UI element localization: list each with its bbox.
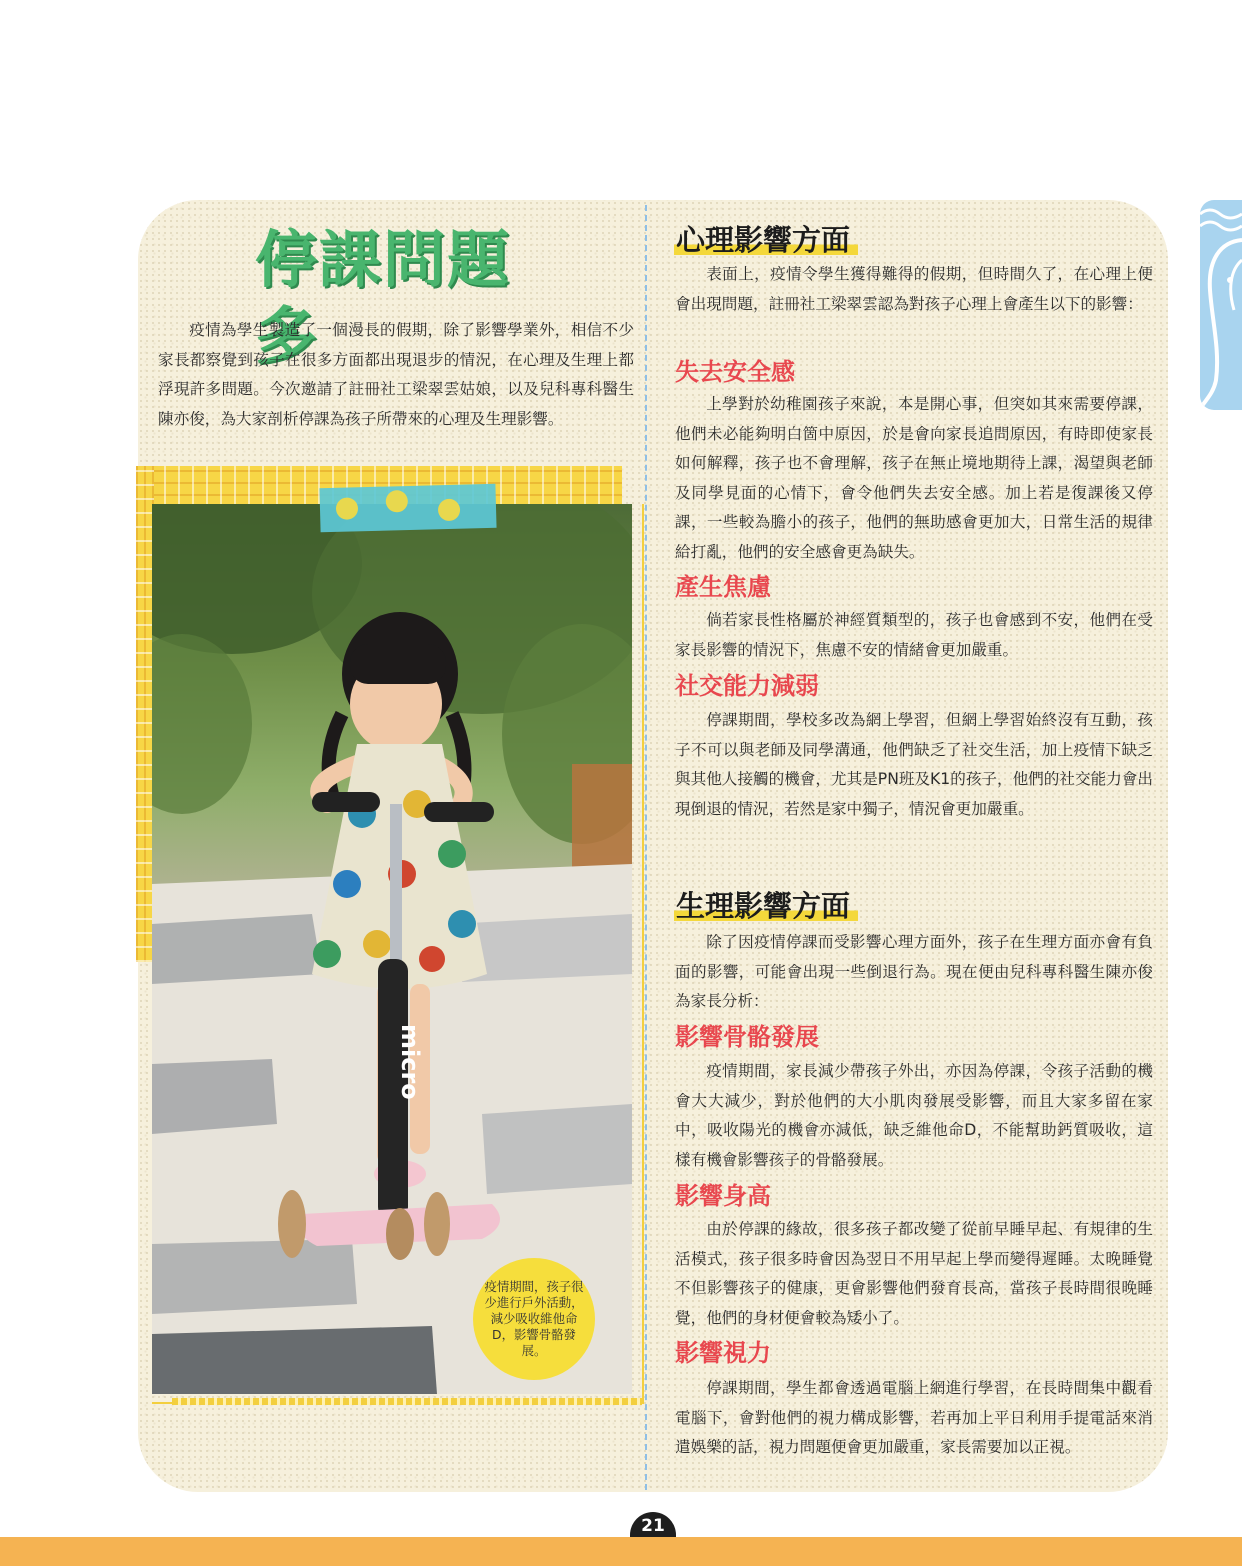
photo-caption: 疫情期間，孩子很少進行戶外活動，減少吸收維他命D，影響骨骼發展。 [484,1279,584,1358]
tape-dot [386,490,409,513]
photo-illustration [152,504,632,1394]
heading-physio: 生理影響方面 [674,888,858,924]
tape-dot [336,497,359,520]
intro-paragraph: 疫情為學生製造了一個漫長的假期，除了影響學業外，相信不少家長都察覺到孩子在很多方面都出現退步的情況，在心理及生理上都浮現許多問題。今次邀請了註冊社工梁翠雲姑娘，以及兒科專科醫生陳亦俊，為大家剖析停課為孩子所帶來的心理及生理影響。 [158,321,634,428]
psych-intro: 表面上，疫情令學生獲得難得的假期，但時間久了，在心理上便會出現問題，註冊社工梁翠雲認為對孩子心理上會產生以下的影響： [675,265,1153,313]
paragraph-anxiety: 倘若家長性格屬於神經質類型的，孩子也會感到不安，他們在受家長影響的情況下，焦慮不安的情緒會更加嚴重。 [675,611,1153,659]
heading-psych: 心理影響方面 [674,222,858,258]
subheading-bone: 影響骨骼發展 [675,1023,819,1051]
subheading-vision: 影響視力 [675,1339,771,1367]
photo-caption-badge [473,1258,595,1380]
page-number: 21 [630,1512,676,1538]
footer-bar [0,1537,1242,1566]
photo-underline [172,1398,642,1405]
child-scooter-photo [152,504,632,1394]
subheading-height: 影響身高 [675,1182,771,1210]
column-divider [645,205,647,1490]
tape-dot [438,499,461,522]
paragraph-height: 由於停課的緣故，很多孩子都改變了從前早睡早起、有規律的生活模式，孩子很多時會因為翌日不用早起上學而變得遲睡。太晚睡覺不但影響孩子的健康，更會影響他們發育長高，當孩子長時間很晚睡覺，他們的身材便會較為矮小了。 [675,1220,1153,1327]
subheading-anxiety: 產生焦慮 [675,573,771,601]
paragraph-security: 上學對於幼稚園孩子來說，本是開心事，但突如其來需要停課，他們未必能夠明白箇中原因，於是會向家長追問原因，有時即使家長如何解釋，孩子也不會理解，孩子在無止境地期待上課，渴望與老師及同學見面的心情下，會令他們失去安全感。加上若是復課後又停課，一些較為膽小的孩子，他們的無助感會更加大，日常生活的規律給打亂，他們的安全感會更為缺失。 [675,395,1153,561]
paragraph-bone: 疫情期間，家長減少帶孩子外出，亦因為停課，令孩子活動的機會大大減少，對於他們的大小肌肉發展受影響，而且大家多留在家中，吸收陽光的機會亦減低，缺乏維他命D，不能幫助鈣質吸收，這樣有機會影響孩子的骨骼發展。 [675,1062,1153,1169]
subheading-security: 失去安全感 [675,358,795,386]
subheading-social: 社交能力減弱 [675,672,819,700]
page-title: 停課問題多 [255,223,512,372]
physio-intro: 除了因疫情停課而受影響心理方面外，孩子在生理方面亦會有負面的影響，可能會出現一些倒退行為。現在便由兒科專科醫生陳亦俊為家長分析： [675,933,1153,1010]
paragraph-social: 停課期間，學校多改為網上學習，但網上學習始終沒有互動，孩子不可以與老師及同學溝通，他們缺乏了社交生活，加上疫情下缺乏與其他人接觸的機會，尤其是PN班及K1的孩子，他們的社交能力會出現倒退的情況，若然是家中獨子，情況會更加嚴重。 [675,711,1153,818]
washi-tape [319,484,496,533]
elephant-decoration-icon [1200,200,1242,410]
scooter-brand-text: micro [396,1024,424,1100]
paragraph-vision: 停課期間，學生都會透過電腦上網進行學習，在長時間集中觀看電腦下，會對他們的視力構成影響，若再加上平日利用手提電話來消遣娛樂的話，視力問題便會更加嚴重，家長需要加以正視。 [675,1379,1153,1456]
side-tab [1200,200,1242,410]
